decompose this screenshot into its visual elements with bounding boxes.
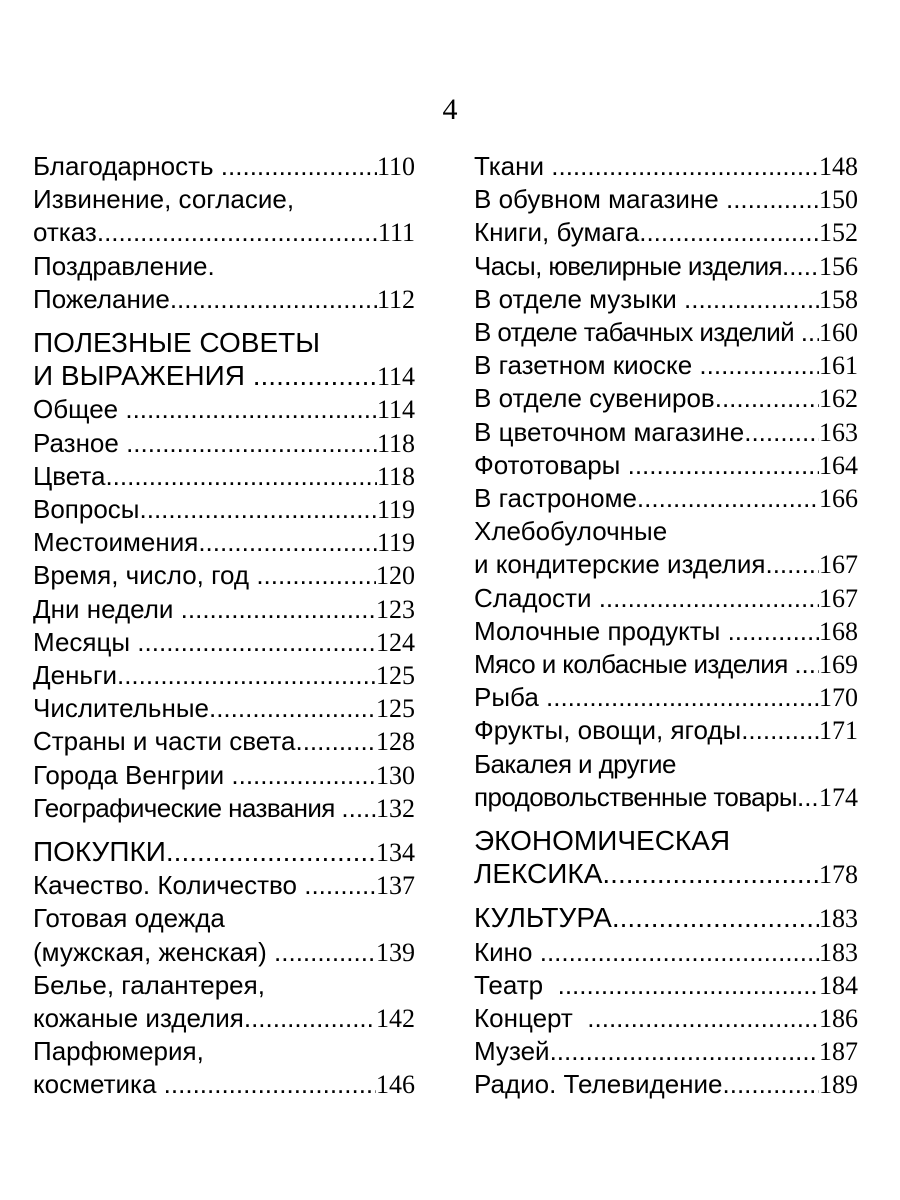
- toc-section-entry[interactable]: [33, 835, 415, 869]
- toc-entry[interactable]: [474, 1002, 858, 1035]
- toc-entry[interactable]: [474, 1068, 858, 1101]
- toc-entry-title-line: Белье, галантерея,: [33, 969, 265, 1000]
- dot-leader: [126, 427, 377, 460]
- toc-page-number: 110: [376, 152, 415, 181]
- toc-page-number: 123: [376, 594, 415, 624]
- toc-page-number: 114: [376, 362, 415, 392]
- toc-page-number: 146: [376, 1070, 415, 1100]
- toc-page-number: 119: [376, 495, 415, 525]
- toc-entry-title: Дни недели: [33, 593, 181, 624]
- toc-page-number: 183: [819, 937, 858, 967]
- dot-leader: [744, 416, 819, 449]
- toc-page-number: 125: [376, 694, 415, 724]
- toc-entry[interactable]: [474, 416, 858, 449]
- toc-entry-title: Фототовары: [474, 449, 628, 480]
- toc-entry[interactable]: [33, 460, 415, 493]
- toc-page-number: 184: [819, 970, 858, 1000]
- toc-entry[interactable]: [474, 969, 858, 1002]
- toc-entry-title: (мужская, женская): [33, 936, 275, 967]
- toc-entry[interactable]: [474, 615, 858, 648]
- toc-page-number: 158: [819, 284, 858, 314]
- dot-leader: [550, 1035, 819, 1068]
- toc-entry-title-line: Поздравление.: [33, 250, 215, 281]
- dot-leader: [794, 648, 819, 681]
- toc-entry-title: Пожелание: [33, 283, 170, 314]
- toc-page-number: 137: [376, 871, 415, 901]
- toc-entry-title: В отделе музыки: [474, 283, 685, 314]
- dot-leader: [140, 493, 377, 526]
- toc-entry-title: Рыба: [474, 682, 547, 713]
- toc-entry[interactable]: [33, 493, 415, 526]
- dot-leader: [209, 692, 376, 725]
- toc-page-number: 132: [376, 793, 415, 823]
- toc-page-number: 128: [376, 727, 415, 757]
- toc-entry-title: Местоимения: [33, 527, 199, 558]
- toc-page-number: 142: [376, 1004, 415, 1034]
- toc-page-number: 170: [819, 683, 858, 713]
- toc-entry[interactable]: [474, 515, 858, 581]
- dot-leader: [558, 969, 819, 1002]
- toc-page-number: 130: [376, 760, 415, 790]
- toc-entry[interactable]: [33, 869, 415, 902]
- toc-entry-title: В газетном киоске: [474, 350, 700, 381]
- toc-page-number: 119: [376, 528, 415, 558]
- toc-entry-title: ПОКУПКИ: [33, 836, 166, 868]
- toc-page-number: 183: [819, 904, 858, 934]
- toc-page-number: 162: [819, 384, 858, 414]
- toc-entry-title: Радио. Телевидение: [474, 1069, 723, 1100]
- toc-entry-title-line: Готовая одежда: [33, 903, 225, 934]
- toc-entry[interactable]: [474, 349, 858, 382]
- toc-page-number: 168: [819, 616, 858, 646]
- toc-entry[interactable]: [33, 150, 415, 183]
- toc-entry-title: Общее: [33, 394, 126, 425]
- dot-leader: [244, 1002, 376, 1035]
- toc-entry[interactable]: [33, 559, 415, 592]
- toc-entry-title: Часы, ювелирные изделия: [474, 250, 783, 281]
- dot-leader: [274, 936, 376, 969]
- toc-entry[interactable]: [474, 582, 858, 615]
- toc-page-number: 118: [376, 428, 415, 458]
- toc-entry-title: Мясо и колбасные изделия: [474, 649, 795, 680]
- toc-entry-title: В отделе сувениров: [474, 383, 715, 414]
- dot-leader: [231, 759, 376, 792]
- toc-page-number: 124: [376, 627, 415, 657]
- dot-leader: [221, 150, 377, 183]
- toc-page-number: 125: [376, 661, 415, 691]
- dot-leader: [684, 283, 819, 316]
- dot-leader: [551, 150, 819, 183]
- toc-entry[interactable]: [474, 1035, 858, 1068]
- toc-entry[interactable]: [33, 969, 415, 1035]
- dot-leader: [540, 936, 819, 969]
- toc-entry-title: Театр: [474, 969, 558, 1000]
- dot-leader: [599, 582, 819, 615]
- dot-leader: [801, 316, 819, 349]
- toc-entry[interactable]: [33, 393, 415, 426]
- toc-entry-title: Концерт: [474, 1003, 588, 1034]
- toc-entry[interactable]: [33, 792, 415, 825]
- toc-entry-title: И ВЫРАЖЕНИЯ: [33, 360, 253, 392]
- toc-section-entry[interactable]: [474, 901, 858, 935]
- toc-page-number: 112: [376, 284, 415, 314]
- toc-page-number: 166: [819, 484, 858, 514]
- toc-entry[interactable]: [33, 183, 415, 249]
- toc-section-entry[interactable]: [474, 824, 858, 891]
- toc-entry-title-line: Извинение, согласие,: [33, 184, 295, 215]
- dot-leader: [137, 626, 376, 659]
- toc-page-number: 187: [819, 1037, 858, 1067]
- toc-entry[interactable]: [474, 936, 858, 969]
- toc-page-number: 160: [819, 318, 858, 348]
- toc-page-number: 174: [819, 782, 858, 812]
- dot-leader: [637, 482, 819, 515]
- toc-entry[interactable]: [474, 681, 858, 714]
- toc-entry-title: Месяцы: [33, 626, 138, 657]
- dot-leader: [715, 382, 819, 415]
- toc-page-number: 150: [819, 185, 858, 215]
- toc-page-number: 134: [376, 838, 415, 868]
- toc-entry[interactable]: [474, 748, 858, 814]
- toc-entry-title: Благодарность: [33, 151, 221, 181]
- toc-page-number: 178: [819, 860, 858, 890]
- page-number: 4: [442, 93, 458, 126]
- toc-page-number: 167: [819, 550, 858, 580]
- toc-page-number: 118: [376, 461, 415, 491]
- toc-entry-title: Музей: [474, 1036, 550, 1067]
- dot-leader: [253, 359, 377, 392]
- dot-leader: [341, 792, 376, 825]
- toc-entry-title: Время, число, год: [33, 560, 257, 591]
- dot-leader: [256, 559, 376, 592]
- toc-page-number: 148: [819, 152, 858, 181]
- toc-entry-title-line: Парфюмерия,: [33, 1036, 204, 1067]
- dot-leader: [628, 449, 819, 482]
- dot-leader: [304, 869, 376, 902]
- toc-entry[interactable]: [33, 250, 415, 316]
- toc-section-entry[interactable]: [33, 326, 415, 393]
- toc-entry[interactable]: [33, 902, 415, 968]
- toc-entry-title: Числительные: [33, 693, 209, 724]
- toc-entry-title: ЛЕКСИКА: [474, 858, 603, 890]
- dot-leader: [726, 183, 819, 216]
- toc-entry[interactable]: [33, 692, 415, 725]
- toc-entry-title: Географические названия: [33, 792, 342, 823]
- dot-leader: [728, 615, 819, 648]
- toc-page-number: 120: [376, 561, 415, 591]
- toc-entry-title: Фрукты, овощи, ягоды: [474, 715, 742, 746]
- toc-page-number: 186: [819, 1004, 858, 1034]
- dot-leader: [612, 901, 819, 934]
- toc-entry[interactable]: [33, 1035, 415, 1101]
- toc-entry-title: Города Венгрии: [33, 759, 232, 790]
- toc-entry-title-line: ПОЛЕЗНЫЕ СОВЕТЫ: [33, 327, 321, 359]
- toc-right-column: [474, 150, 858, 1102]
- toc-entry[interactable]: [474, 648, 858, 681]
- dot-leader: [782, 250, 819, 283]
- toc-entry[interactable]: [474, 382, 858, 415]
- toc-entry[interactable]: [474, 216, 858, 249]
- toc-entry[interactable]: [474, 283, 858, 316]
- dot-leader: [198, 526, 377, 559]
- dot-leader: [602, 857, 819, 890]
- toc-entry[interactable]: [474, 150, 858, 183]
- toc-entry-title: В гастрономе: [474, 483, 637, 514]
- toc-page-number: 161: [819, 351, 858, 381]
- toc-entry-title: Книги, бумага: [474, 217, 640, 248]
- toc-entry[interactable]: [33, 626, 415, 659]
- dot-leader: [546, 681, 819, 714]
- toc-entry-title: Качество. Количество: [33, 870, 305, 901]
- toc-entry[interactable]: [33, 427, 415, 460]
- dot-leader: [97, 216, 378, 249]
- dot-leader: [699, 349, 819, 382]
- toc-entry-title: Ткани: [474, 151, 552, 181]
- dot-leader: [105, 460, 377, 493]
- dot-leader: [170, 283, 377, 316]
- toc-entry[interactable]: [474, 183, 858, 216]
- toc-entry-title: В отделе табачных изделий: [474, 317, 801, 348]
- dot-leader: [125, 393, 377, 426]
- dot-leader: [166, 835, 376, 868]
- toc-entry-title: КУЛЬТУРА: [474, 902, 612, 934]
- toc-entry-title: продовольственные товары: [474, 781, 797, 812]
- toc-page-number: 169: [819, 650, 858, 680]
- toc-entry[interactable]: [474, 449, 858, 482]
- toc-entry-title: Цвета: [33, 460, 106, 491]
- toc-entry-title-line: Хлебобулочные: [474, 516, 668, 547]
- toc-entry-title: и кондитерские изделия: [474, 549, 766, 580]
- toc-entry-title-line: ЭКОНОМИЧЕСКАЯ: [474, 825, 731, 857]
- toc-page-number: 164: [819, 450, 858, 480]
- toc-page-number: 163: [819, 417, 858, 447]
- toc-entry-title: Разное: [33, 427, 127, 458]
- dot-leader: [587, 1002, 819, 1035]
- dot-leader: [164, 1068, 376, 1101]
- toc-entry[interactable]: [33, 659, 415, 692]
- toc-entry[interactable]: [33, 526, 415, 559]
- toc-entry[interactable]: [33, 759, 415, 792]
- toc-page-number: 152: [819, 218, 858, 248]
- dot-leader: [295, 725, 376, 758]
- toc-entry-title: Молочные продукты: [474, 615, 728, 646]
- toc-page-number: 156: [819, 251, 858, 281]
- toc-page-number: 189: [819, 1070, 858, 1100]
- toc-entry-title: косметика: [33, 1069, 164, 1100]
- toc-entry[interactable]: [474, 714, 858, 747]
- toc-entry[interactable]: [474, 482, 858, 515]
- dot-leader: [181, 593, 376, 626]
- toc-entry-title: кожаные изделия: [33, 1003, 244, 1034]
- toc-entry-title: Вопросы: [33, 494, 140, 525]
- toc-page-number: 171: [819, 716, 858, 746]
- dot-leader: [723, 1068, 820, 1101]
- toc-page-number: 114: [376, 395, 415, 425]
- toc-entry-title: Страны и части света: [33, 726, 296, 757]
- dot-leader: [765, 548, 819, 581]
- toc-page-number: 167: [819, 583, 858, 613]
- toc-entry-title: отказ: [33, 217, 97, 248]
- dot-leader: [639, 216, 819, 249]
- toc-left-column: [33, 150, 415, 1102]
- dot-leader: [741, 714, 819, 747]
- toc-page-number: 139: [376, 937, 415, 967]
- toc-entry-title: Кино: [474, 936, 540, 967]
- toc-entry-title: Деньги: [33, 660, 117, 691]
- toc-entry-title: Сладости: [474, 582, 599, 613]
- dot-leader: [117, 659, 376, 692]
- toc-entry[interactable]: [33, 725, 415, 758]
- toc-entry-title-line: Бакалея и другие: [474, 748, 676, 779]
- toc-entry[interactable]: [33, 593, 415, 626]
- toc-entry-title: В обувном магазине: [474, 184, 726, 215]
- toc-page-number: 111: [377, 218, 415, 248]
- toc-entry-title: В цветочном магазине: [474, 416, 745, 447]
- toc-entry[interactable]: [474, 250, 858, 283]
- dot-leader: [797, 781, 819, 814]
- toc-entry[interactable]: [474, 316, 858, 349]
